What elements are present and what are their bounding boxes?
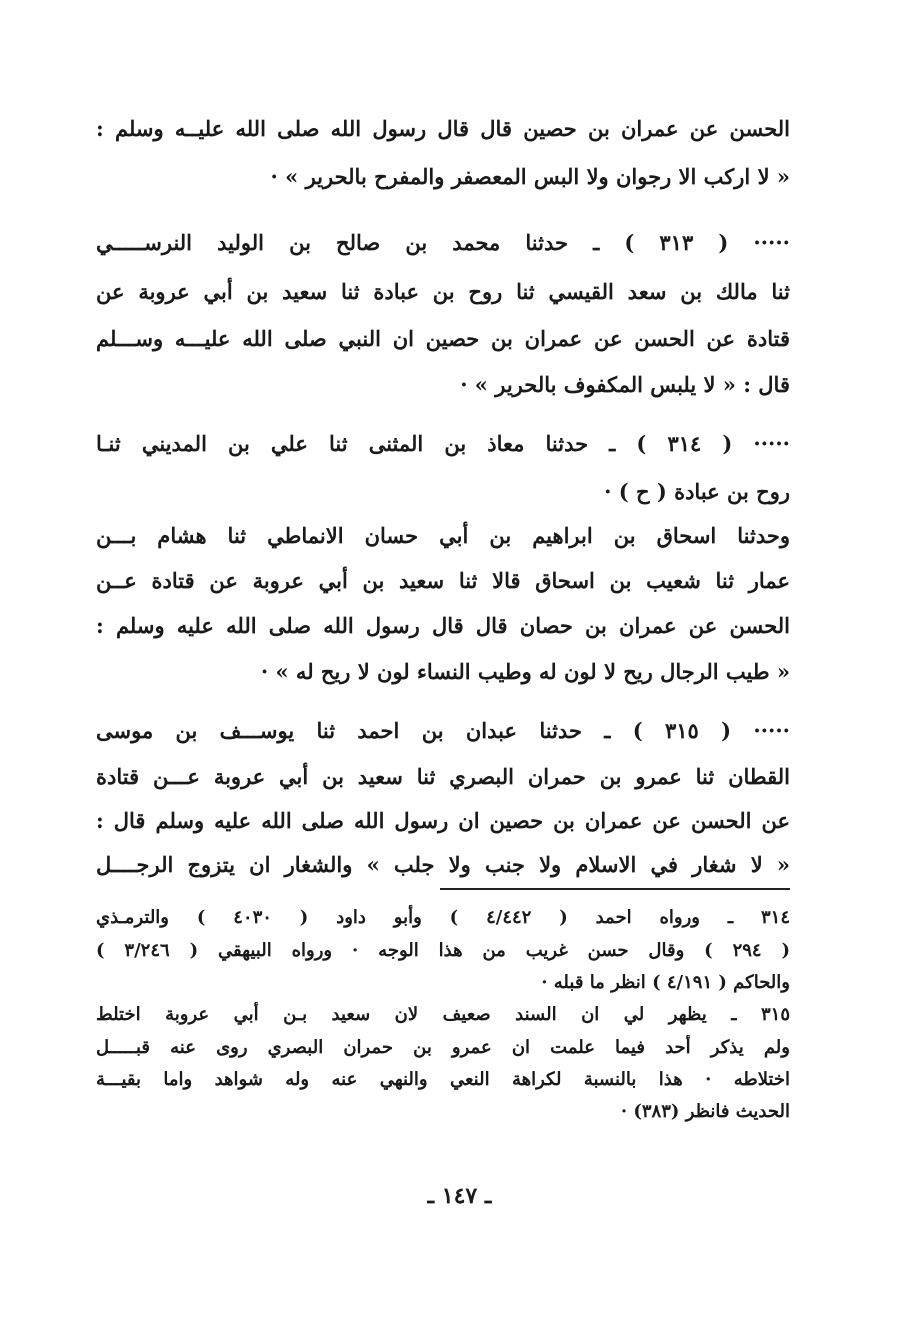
body-line-11: الحسن عن عمران بن حصان قال قال رسول الله صلى الله عليه وسلم : (96, 613, 790, 638)
body-line-6: قال : « لا يلبس المكفوف بالحرير » · (460, 372, 790, 397)
footnote-line-1: ٣١٤ ـ ورواه احمد ( ٤/٤٤٢ ) وأبو داود ( ٤٠٣٠ ) والترمـذي (96, 907, 790, 928)
body-line-4: ثنا مالك بن سعد القيسي ثنا روح بن عبادة ثنا سعيد بن أبي عروبة عن (96, 279, 790, 304)
body-line-7: ····· ( ٣١٤ ) ـ حدثنا معاذ بن المثنى ثنا علي بن المديني ثنـا (96, 431, 790, 456)
footnote-line-6: اختلاطه · هذا بالنسبة لكراهة النعي والنهي عنه وله شواهد واما بقيـــة (96, 1069, 790, 1090)
footnote-line-2: ( ٢٩٤ ) وقال حسن غريب من هذا الوجه · ورواه البيهقي ( ٣/٢٤٦ ) (96, 940, 790, 961)
body-line-12: « طيب الرجال ريح لا لون له وطيب النساء لون لا ريح له » · (260, 659, 790, 684)
page-number: ـ ١٤٧ ـ (427, 1183, 492, 1209)
footnote-line-7: الحديث فانظر (٣٨٣) · (620, 1101, 790, 1122)
footnote-separator (440, 888, 790, 890)
body-line-1: الحسن عن عمران بن حصين قال قال رسول الله صلى الله عليــه وسلم : (96, 116, 790, 141)
body-line-10: عمار ثنا شعيب بن اسحاق قالا ثنا سعيد بن أبي عروبة عن قتادة عــن (96, 568, 790, 593)
body-line-13: ····· ( ٣١٥ ) ـ حدثنا عبدان بن احمد ثنا يوســـف بن موسى (96, 718, 790, 743)
body-line-14: القطان ثنا عمرو بن حمران البصري ثنا سعيد بن أبي عروبة عـــن قتادة (96, 764, 790, 789)
body-line-8: روح بن عبادة ( ح ) · (604, 479, 790, 504)
body-line-2: « لا اركب الا رجوان ولا البس المعصفر والمفرح بالحرير » · (270, 164, 790, 189)
body-line-3: ····· ( ٣١٣ ) ـ حدثنا محمد بن صالح بن الوليد النرســـــي (96, 230, 790, 255)
body-line-5: قتادة عن الحسن عن عمران بن حصين ان النبي صلى الله عليـــه وســـلم (96, 326, 790, 351)
body-line-16: « لا شغار في الاسلام ولا جنب ولا جلب » والشغار ان يتزوج الرجــــل (96, 852, 790, 877)
footnote-line-4: ٣١٥ ـ يظهر لي ان السند صعيف لان سعيد بـن أبي عروبة اختلط (96, 1004, 790, 1025)
footnote-line-5: ولم يذكر أحد فيما علمت ان عمرو بن حمران البصري روى عنه قبـــــل (96, 1037, 790, 1058)
footnote-line-3: والحاكم ( ٤/١٩١ ) انظر ما قبله · (541, 972, 790, 993)
body-line-15: عن الحسن عن عمران بن حصين ان رسول الله صلى الله عليه وسلم قال : (96, 808, 790, 833)
body-line-9: وحدثنا اسحاق بن ابراهيم بن أبي حسان الانماطي ثنا هشام بـــن (96, 523, 790, 548)
